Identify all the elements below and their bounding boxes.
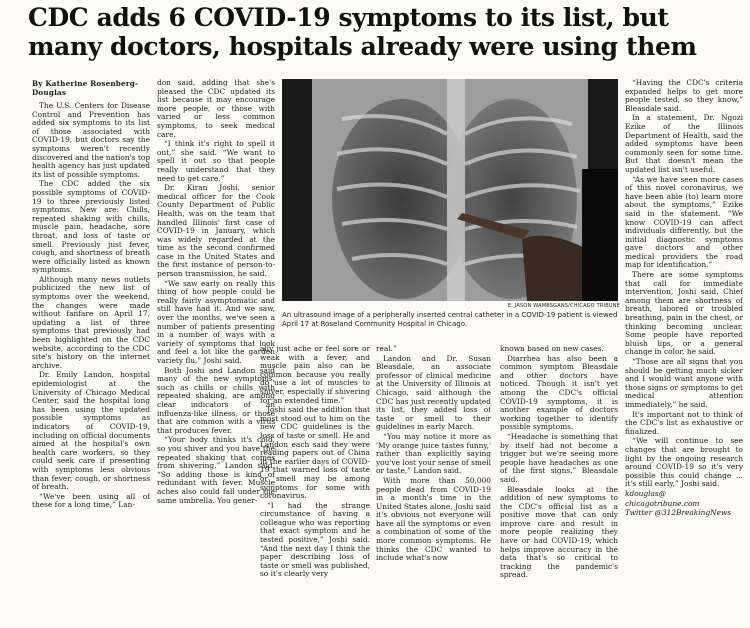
paragraph: In a statement, Dr. Ngozi Ezike of the Illinois Department of Health, said the added symptoms have been commonly seen for some time. But that doesn't mean the updated list isn't useful.	[625, 113, 743, 174]
author-twitter: Twitter @312BreakingNews	[625, 508, 732, 518]
paragraph: Both Joshi and Landon said many of the new symptoms, such as chills or chills with repeated shaking, are among clear indicators of an influenza-like illness, or those that are common with a virus that produces fever.	[157, 365, 275, 435]
paragraph: “Having the CDC's criteria expanded helps to get more people tested, so they know,” Bleasdale said.	[625, 79, 743, 113]
article-column-3	[260, 345, 370, 625]
paragraph: Diarrhea has also been a common symptom Bleasdale and other doctors have noticed. Though it isn't yet among the CDC's official COVID-19 symptoms, it is another example of doctors working together to identify possible symptoms.	[500, 353, 618, 432]
headline: CDC adds 6 COVID-19 symptoms to its list, but many doctors, hospitals already were using them	[28, 3, 697, 61]
paragraph: Landon and Dr. Susan Bleasdale, an associate professor of clinical medicine at the University of Illinois at Chicago, said although the CDC has just recently updated its list, they added loss of taste or smell to their guidelines in early March.	[376, 353, 491, 432]
byline	[32, 79, 150, 97]
article-column-6	[625, 79, 743, 625]
paragraph: ally just ache or feel sore or weak with a fever, and muscle pain also can be common because you really do use a lot of muscles to shiver, especially if shivering for an extended time.”	[260, 345, 370, 405]
paragraph: “I had the strange circumstance of having a colleague who was reporting that exact symptom and he tested positive,” Joshi said. “And the next day I think the paper describing loss of taste or smell was published, so it's clearly very	[260, 500, 370, 579]
paragraph: “We've been using all of these for a long time,” Lan-	[32, 491, 150, 510]
paragraph: It's important not to think of the CDC's list as exhaustive or finalized.	[625, 409, 743, 436]
photo-credit: E. JASON WAMBSGANS/CHICAGO TRIBUNE	[507, 303, 620, 309]
paragraph: There are some symptoms that call for immediate intervention, Joshi said. Chief among them are shortness of breath, labored or troubled breathing, pain in the chest, or thinking becoming unclear. Some people have reported bluish lips, or a general change in color, he said.	[625, 270, 743, 357]
paragraph: The U.S. Centers for Disease Control and Prevention has added six symptoms to its list of those associated with COVID-19, but doctors say the symptoms weren't recently discovered and the nation's top health agency has just updated its list of possible symptoms.	[32, 102, 150, 179]
paragraph: The CDC added the six possible symptoms of COVID-19 to three previously listed symptoms. New are: Chills, repeated shaking with chills, muscle pain, headache, sore throat, and loss of taste or smell. Previously just fever, cough, and shortness of breath were officially listed as known symptoms.	[32, 179, 150, 275]
paragraph: Joshi said the addition that most stood out to him on the new CDC guidelines is the loss of taste or smell. He and Landon each said they were reading papers out of China in the earlier days of COVID-19 that warned loss of taste or smell may be among symptoms for some with coronavirus.	[260, 405, 370, 501]
xray-photo	[282, 79, 618, 301]
article-column-5	[500, 345, 618, 625]
paragraph: Bleasdale looks at the addition of new symptoms to the CDC's official list as a positive move that can only improve care and result in more people realizing they have or had COVID-19, which helps improve accuracy in the data that's so critical to tracking the pandemic's spread.	[500, 484, 618, 580]
byline-prefix: By	[32, 79, 43, 88]
paragraph: don said, adding that she's pleased the CDC updated its list because it may encourage more people, or those with varied or less common symptoms, to seek medical care.	[157, 79, 275, 139]
paragraph: “Those are all signs that you should be getting much sicker and I would want anyone with those signs or symptoms to get medical attention immediately,” he said.	[625, 357, 743, 409]
paragraph: “Your body thinks it's cold, so you shiver and you have the repeated shaking that comes from shivering,” Landon said. “So adding those is kind of redundant with fever. Muscle aches also could fall under the same umbrella. You gener-	[157, 435, 275, 505]
paragraph: known based on new cases.	[500, 345, 604, 353]
byline-name: Katherine Rosenberg-Douglas	[32, 79, 139, 97]
author-email-1: kdouglas@	[625, 488, 667, 498]
paragraph: “As we have seen more cases of this novel coronavirus, we have been able (to) learn more about the symptoms,” Ezike said in the statement. “We know COVID-19 can affect individuals differently, but the initial diagnostic symptoms gave doctors and other medical providers the road map for identification.”	[625, 174, 743, 270]
paragraph: “You may notice it more as 'My orange juice tastes funny,' rather than explicitly saying you've lost your sense of smell or taste,” Landon said.	[376, 431, 491, 476]
paragraph: Although many news outlets publicized the new list of symptoms over the weekend, the changes were made without fanfare on April 17, updating a list of three symptoms that previously had been highlighted on the CDC website, according to the CDC site's history on the internet archive.	[32, 274, 150, 370]
paragraph: With more than 50,000 people dead from COVID-19 in a month's time in the United States alone, Joshi said it's obvious not everyone will have all the symptoms or even a combination of some of the more common symptoms. He thinks the CDC wanted to include what's now	[376, 475, 491, 563]
author-email-2: chicagotribune.com	[625, 498, 700, 508]
article-column-1	[32, 102, 150, 625]
paragraph: real.”	[376, 345, 397, 353]
paragraph: “I think it's right to spell it out,” she said. “We want to spell it out so that people really understand that they need to get care.”	[157, 139, 275, 183]
paragraph: “Headache is something that by itself had not become a trigger but we're seeing more people have headaches as one of the first signs,” Bleasdale said.	[500, 431, 618, 484]
article-column-2	[157, 79, 275, 625]
paragraph: Dr. Emily Landon, hospital epidemiologist at the University of Chicago Medical Center, said the hospital long has been using the updated possible symptoms as indicators of COVID-19, including on official documents aimed at the hospital's own health care workers, so they could seek care if presenting with symptoms less obvious than fever, cough, or shortness of breath.	[32, 370, 150, 492]
paragraph: “We saw early on really this thing of how people could be really fairly asymptomatic and still have had it. And we saw, over the months, we've seen a number of patients presenting in a number of ways with a variety of symptoms that look and feel a lot like the garden variety flu,” Joshi said.	[157, 278, 275, 365]
article-column-4	[376, 345, 491, 625]
photo-caption: An ultrasound image of a peripherally inserted central catheter in a COVID-19 patient is viewed April 17 at Roseland Community Hospital in Chicago.	[282, 311, 618, 328]
paragraph: “We will continue to see changes that are brought to light by the ongoing research around COVID-19 so it's very possible this could change ... it's still early,” Joshi said.	[625, 436, 743, 489]
paragraph: Dr. Kiran Joshi, senior medical officer for the Cook County Department of Public Health, was on the team that handled Illinois' first case of COVID-19 in January, which was widely regarded at the time as the second confirmed case in the United States and the first instance of person-to-person transmission, he said.	[157, 183, 275, 279]
xray-illustration	[282, 79, 618, 301]
